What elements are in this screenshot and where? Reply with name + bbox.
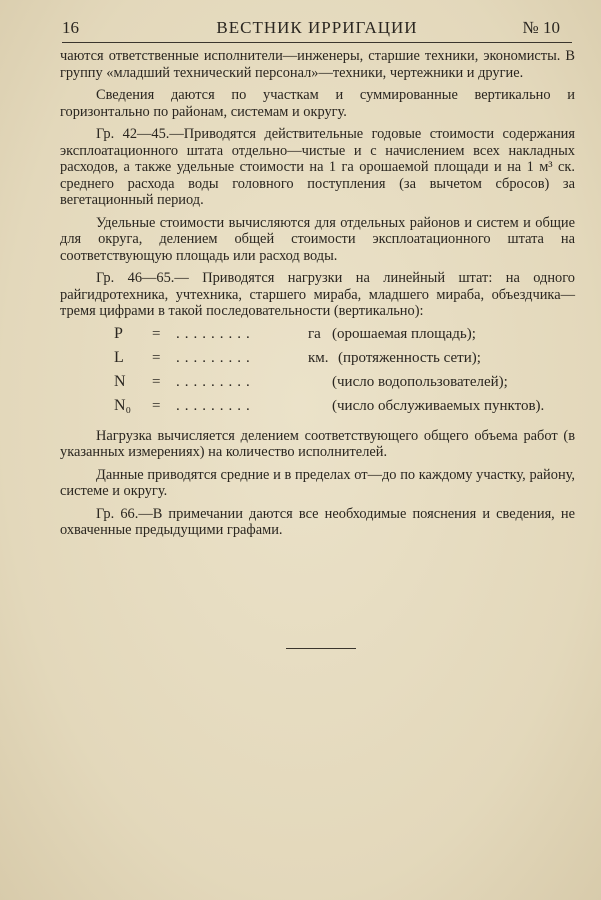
paragraph: чаются ответственные исполнители—инженеры, старшие техники, экономисты. В группу «младший технический персонал»—техники, чертежники и другие.	[60, 48, 575, 81]
running-header	[62, 18, 572, 43]
formula-unit: га	[308, 325, 321, 342]
formula-equals: =	[152, 325, 161, 342]
formula-row	[60, 374, 575, 398]
formula-row	[60, 398, 575, 422]
paragraph: Сведения даются по участкам и суммированные вертикально и горизонтально по районам, системам и округу.	[60, 87, 575, 120]
formula-dots: .........	[176, 349, 255, 366]
formula-symbol: N	[114, 372, 126, 390]
page-number: 16	[62, 18, 79, 37]
formula-equals: =	[152, 349, 161, 366]
formula-equals: =	[152, 373, 161, 390]
formula-equals: =	[152, 397, 161, 414]
formula-symbol: L	[114, 348, 124, 366]
paragraph: Удельные стоимости вычисляются для отдельных районов и систем и общие для округа, делением общей стоимости эксплоатационного штата на соответствующую площадь или расход воды.	[60, 214, 575, 264]
formula-row	[60, 326, 575, 350]
formula-description: (орошаемая площадь);	[332, 325, 476, 342]
paragraph: Гр. 42—45.—Приводятся действительные годовые стоимости содержания эксплоатационного штата отдельно—чистые и с начислением всех накладных расходов, а также удельные стоимости на 1 га орошаемой площади и на 1 м³ ск. среднего расхода воды головного поступления (за вычетом сбросов) за вегетационный период.	[60, 126, 575, 208]
formula-row	[60, 350, 575, 374]
formula-unit: км.	[308, 349, 329, 366]
paragraph: Гр. 46—65.— Приводятся нагрузки на линейный штат: на одного райгидротехника, учтехника, старшего мираба, младшего мираба, объездчика—тремя цифрами в такой последовательности (вертикально):	[60, 270, 575, 319]
formula-symbol: P	[114, 324, 123, 342]
paragraph: Нагрузка вычисляется делением соответствующего общего объема работ (в указанных измерениях) на количество исполнителей.	[60, 427, 575, 460]
formula-description: (число обслуживаемых пунктов).	[332, 397, 545, 414]
formula-description: (протяженность сети);	[338, 349, 481, 366]
article-body	[60, 48, 575, 545]
formula-list	[60, 326, 575, 422]
paragraph: Данные приводятся средние и в пределах от—до по каждому участку, району, системе и округу.	[60, 466, 575, 499]
journal-title: ВЕСТНИК ИРРИГАЦИИ	[216, 18, 418, 37]
formula-symbol: N₀	[114, 396, 132, 414]
end-rule-divider	[286, 648, 356, 649]
paragraph: Гр. 66.—В примечании даются все необходимые пояснения и сведения, не охваченные предыдущими графами.	[60, 505, 575, 538]
formula-dots: .........	[176, 325, 255, 342]
formula-dots: .........	[176, 397, 255, 414]
issue-number: № 10	[522, 18, 560, 37]
formula-dots: .........	[176, 373, 255, 390]
formula-description: (число водопользователей);	[332, 373, 508, 390]
